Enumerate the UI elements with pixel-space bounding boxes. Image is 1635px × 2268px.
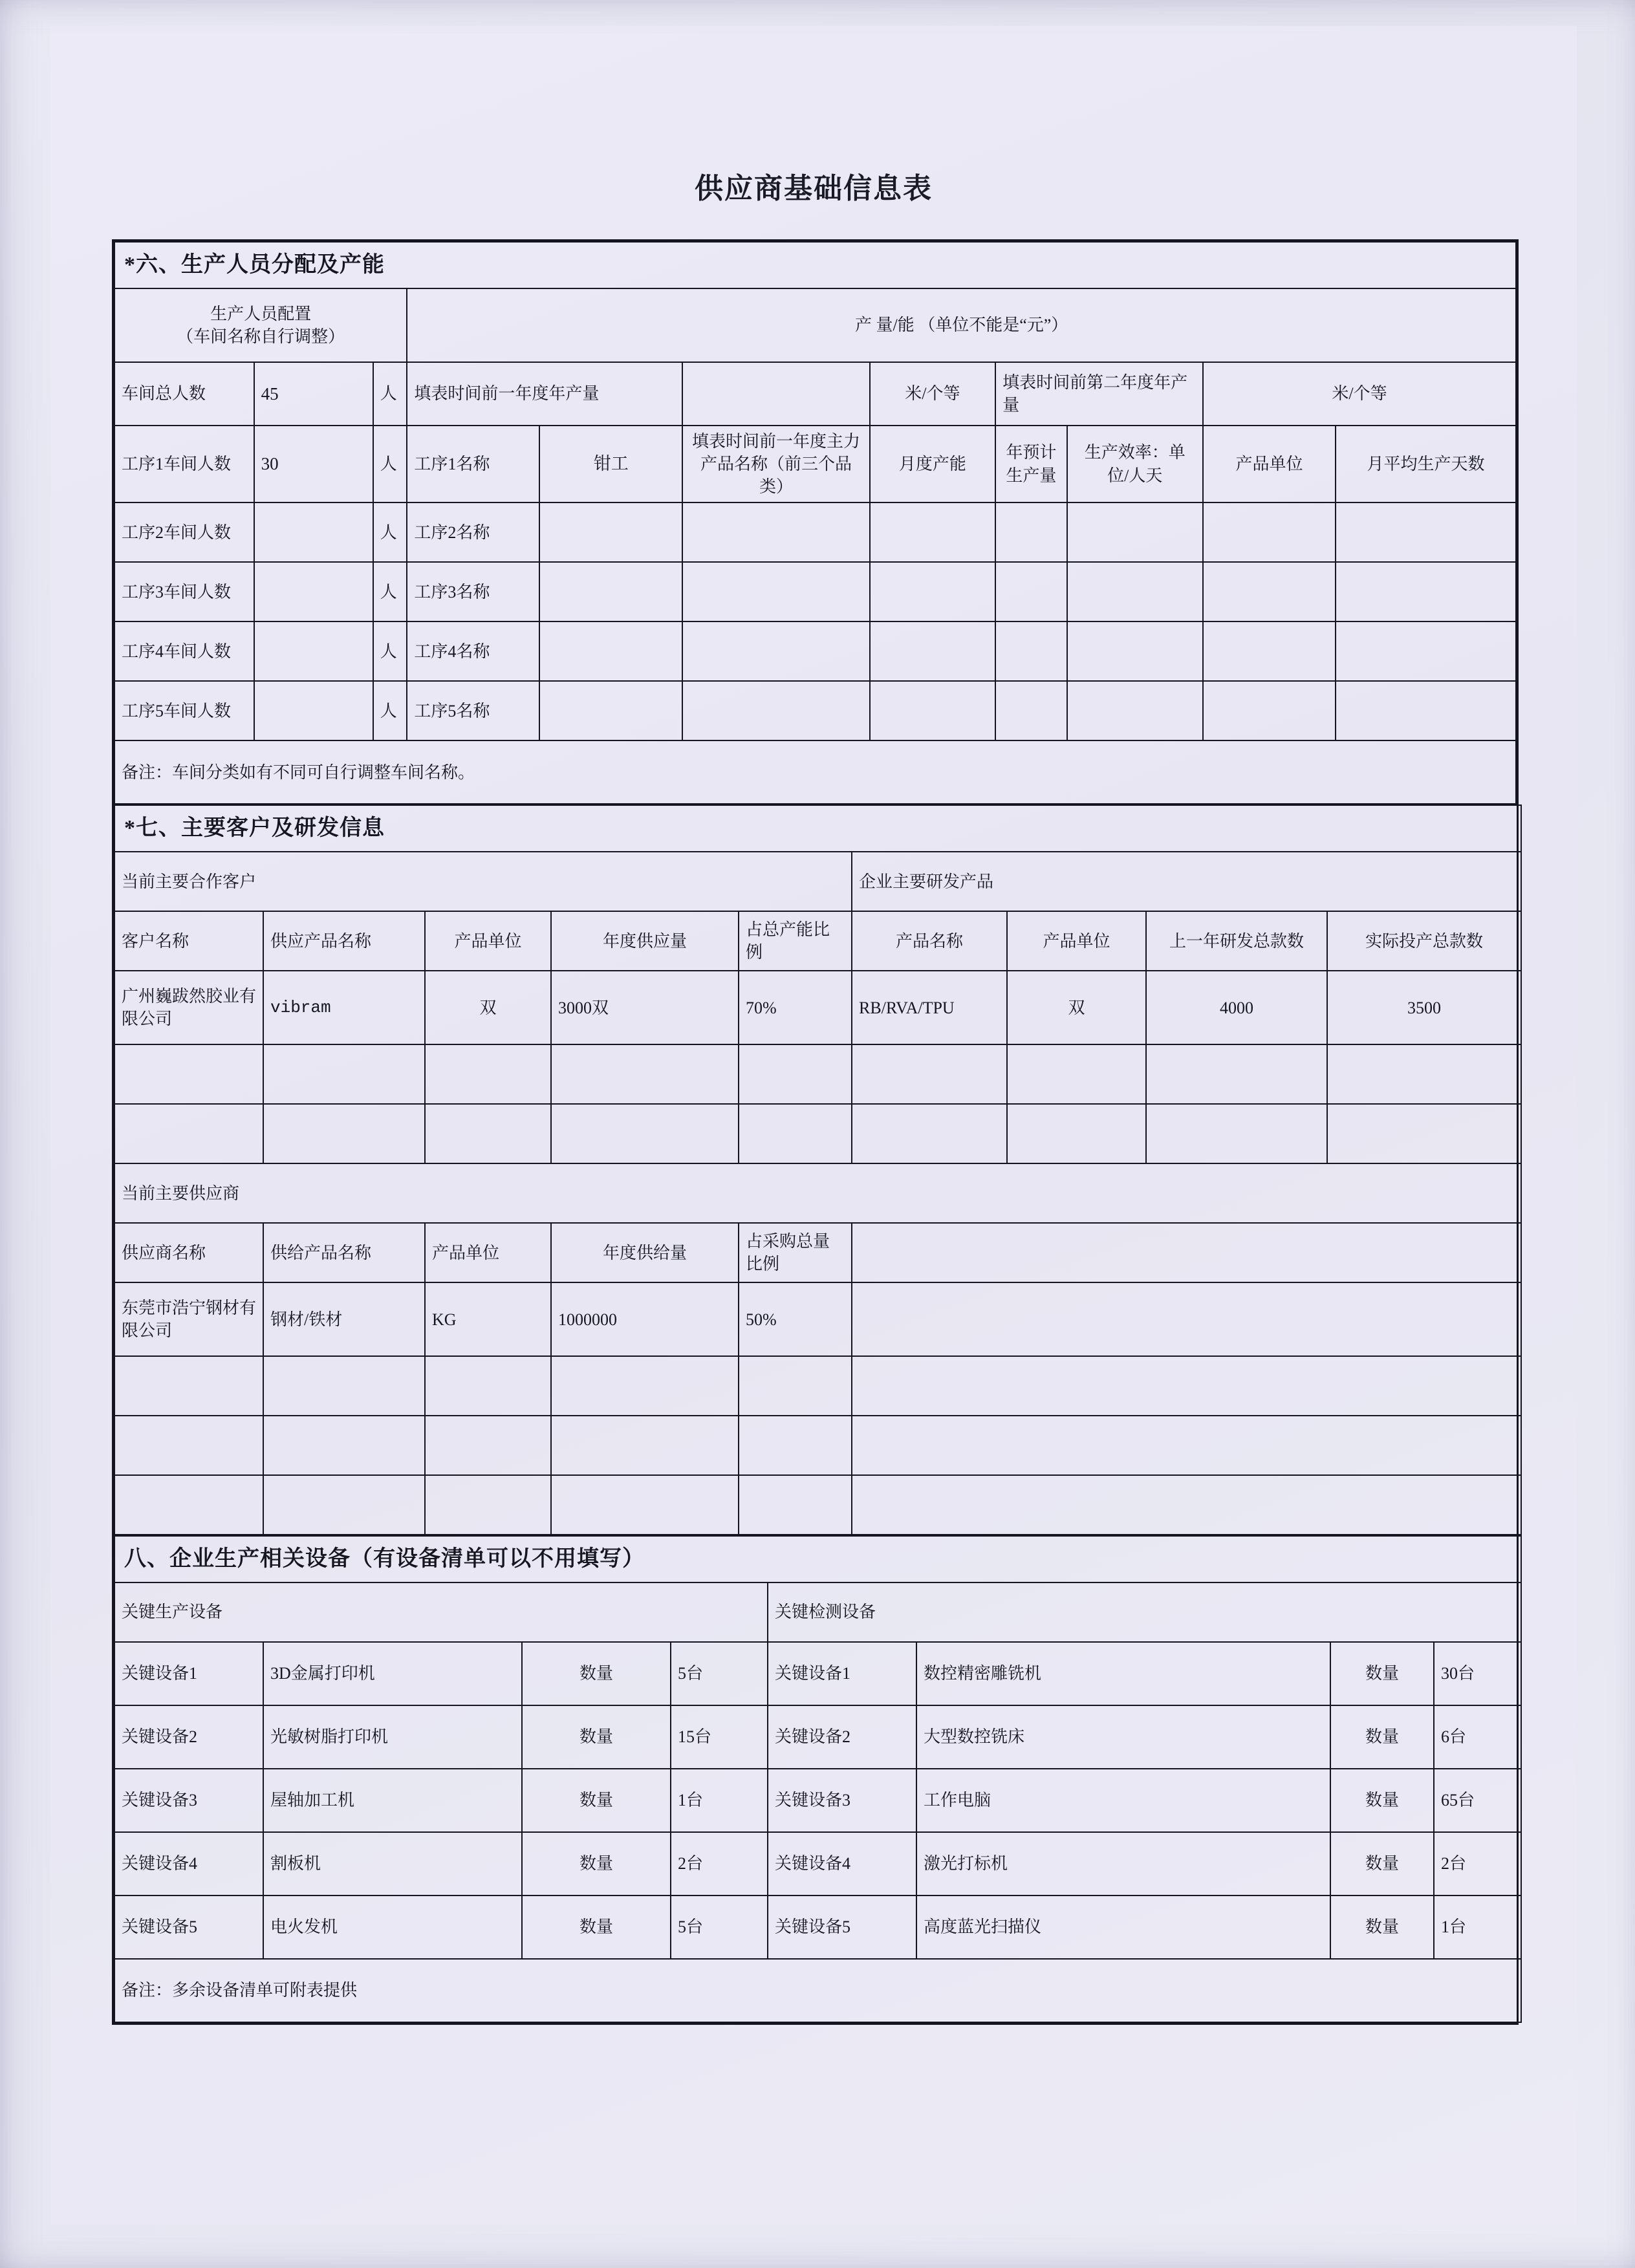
- process-5-product-unit[interactable]: [1203, 681, 1336, 740]
- inspection-quantity-label: 数量: [1330, 1895, 1434, 1959]
- suppliers-title: 当前主要供应商: [114, 1163, 1521, 1223]
- rd-actual-total[interactable]: [1327, 1104, 1521, 1163]
- process-5-name-label: 工序5名称: [407, 681, 539, 740]
- inspection-quantity-value[interactable]: 1台: [1434, 1895, 1521, 1959]
- supplier-row-blank: [852, 1282, 1521, 1356]
- process-4-main-product[interactable]: [682, 621, 869, 681]
- customer-ratio[interactable]: [739, 1044, 852, 1104]
- rd-unit[interactable]: 双: [1007, 971, 1146, 1044]
- supplier-name[interactable]: [114, 1475, 263, 1535]
- paper-sheet: [50, 26, 1577, 2225]
- process-5-people-unit: 人: [373, 681, 407, 740]
- form-frame: [112, 239, 1519, 2025]
- production-quantity-value[interactable]: 5台: [671, 1642, 768, 1705]
- rd-last-year-total[interactable]: [1146, 1044, 1327, 1104]
- product-unit-header: 产品单位: [1203, 426, 1336, 502]
- process-4-name-label: 工序4名称: [407, 621, 539, 681]
- supplier-ratio[interactable]: 50%: [739, 1282, 852, 1356]
- rd-unit[interactable]: [1007, 1044, 1146, 1104]
- process-3-main-product[interactable]: [682, 562, 869, 621]
- production-equipment-name[interactable]: 割板机: [263, 1832, 522, 1895]
- production-quantity-label: 数量: [522, 1895, 671, 1959]
- production-quantity-label: 数量: [522, 1705, 671, 1769]
- process-2-yearly-plan[interactable]: [995, 502, 1067, 562]
- section7-heading: *七、主要客户及研发信息: [114, 805, 1521, 852]
- process-2-people-value[interactable]: [254, 502, 373, 562]
- production-quantity-label: 数量: [522, 1642, 671, 1705]
- supplier-yearly-supply[interactable]: [551, 1416, 739, 1475]
- inspection-equipment-label: 关键设备5: [768, 1895, 916, 1959]
- customer-yearly-supply-header: 年度供应量: [551, 911, 739, 971]
- inspection-equipment-name[interactable]: 激光打标机: [916, 1832, 1330, 1895]
- process-5-monthly-capacity[interactable]: [870, 681, 996, 740]
- supplier-product[interactable]: 钢材/铁材: [263, 1282, 425, 1356]
- customer-product[interactable]: vibram: [263, 971, 425, 1044]
- inspection-equipment-label: 关键设备1: [768, 1642, 916, 1705]
- customer-name[interactable]: [114, 1104, 263, 1163]
- process-4-people-value[interactable]: [254, 621, 373, 681]
- production-equipment-label: 关键设备1: [114, 1642, 263, 1705]
- personnel-config-line2: （车间名称自行调整）: [177, 327, 345, 346]
- section7-header-row: [114, 911, 1521, 971]
- inspection-equipment-name[interactable]: 高度蓝光扫描仪: [916, 1895, 1330, 1959]
- supplier-row: [114, 1282, 1521, 1356]
- process-3-row: [114, 562, 1516, 621]
- customer-ratio[interactable]: 70%: [739, 971, 852, 1044]
- customers-title: 当前主要合作客户: [114, 852, 852, 911]
- process-4-avg-days[interactable]: [1336, 621, 1516, 681]
- process-4-monthly-capacity[interactable]: [870, 621, 996, 681]
- customer-yearly-supply[interactable]: [551, 1044, 739, 1104]
- total-people-row: [114, 362, 1516, 426]
- personnel-config-line1: 生产人员配置: [210, 304, 312, 323]
- section6-note: 备注：车间分类如有不同可自行调整车间名称。: [114, 740, 1516, 804]
- inspection-equipment-label: 关键设备4: [768, 1832, 916, 1895]
- prev-year-output-unit: 米/个等: [870, 362, 996, 426]
- process-1-name-label: 工序1名称: [407, 426, 539, 502]
- customer-name[interactable]: [114, 1044, 263, 1104]
- inspection-equipment-label: 关键设备2: [768, 1705, 916, 1769]
- supplier-product[interactable]: [263, 1475, 425, 1535]
- rd-last-year-total[interactable]: [1146, 1104, 1327, 1163]
- supplier-unit-header: 产品单位: [425, 1223, 551, 1282]
- production-equipment-name[interactable]: 3D金属打印机: [263, 1642, 522, 1705]
- supplier-row-blank: [852, 1416, 1521, 1475]
- process-1-people-label: 工序1车间人数: [114, 426, 254, 502]
- rd-product[interactable]: [852, 1104, 1007, 1163]
- production-quantity-label: 数量: [522, 1769, 671, 1832]
- production-quantity-value[interactable]: 1台: [671, 1769, 768, 1832]
- process-2-row: [114, 502, 1516, 562]
- inspection-quantity-label: 数量: [1330, 1832, 1434, 1895]
- production-equipment-name[interactable]: 屋轴加工机: [263, 1769, 522, 1832]
- inspection-equipment-name[interactable]: 大型数控铣床: [916, 1705, 1330, 1769]
- inspection-equipment-title: 关键检测设备: [768, 1582, 1521, 1642]
- supplier-yearly-supply[interactable]: 1000000: [551, 1282, 739, 1356]
- supplier-yearly-supply[interactable]: [551, 1475, 739, 1535]
- supplier-yearly-supply-header: 年度供给量: [551, 1223, 739, 1282]
- page-title: 供应商基础信息表: [695, 173, 933, 204]
- supplier-header-blank: [852, 1223, 1521, 1282]
- main-product-header: 填表时间前一年度主力产品名称（前三个品类）: [682, 426, 869, 502]
- process-2-people-label: 工序2车间人数: [114, 502, 254, 562]
- customer-unit[interactable]: 双: [425, 971, 551, 1044]
- process-3-monthly-capacity[interactable]: [870, 562, 996, 621]
- supplier-row: [114, 1475, 1521, 1535]
- section7-subtitle-row: [114, 852, 1521, 911]
- customer-product[interactable]: [263, 1104, 425, 1163]
- section7-table: [114, 805, 1522, 1535]
- section6-table: [114, 241, 1517, 805]
- customer-yearly-supply[interactable]: 3000双: [551, 971, 739, 1044]
- supplier-name[interactable]: [114, 1416, 263, 1475]
- process-5-efficiency[interactable]: [1067, 681, 1203, 740]
- production-quantity-value[interactable]: 2台: [671, 1832, 768, 1895]
- section8-subtitle-row: [114, 1582, 1521, 1642]
- process-1-row: [114, 426, 1516, 502]
- supplier-product[interactable]: [263, 1356, 425, 1416]
- second-year-output-label: 填表时间前第二年度年产量: [995, 362, 1203, 426]
- supplier-product-header: 供给产品名称: [263, 1223, 425, 1282]
- total-people-label: 车间总人数: [114, 362, 254, 426]
- production-quantity-label: 数量: [522, 1832, 671, 1895]
- supplier-ratio-header: 占采购总量比例: [739, 1223, 852, 1282]
- supplier-row: [114, 1356, 1521, 1416]
- process-2-efficiency[interactable]: [1067, 502, 1203, 562]
- supplier-unit[interactable]: [425, 1356, 551, 1416]
- rd-unit[interactable]: [1007, 1104, 1146, 1163]
- suppliers-title-row: [114, 1163, 1521, 1223]
- process-3-people-value[interactable]: [254, 562, 373, 621]
- rd-actual-total[interactable]: 3500: [1327, 971, 1521, 1044]
- process-4-row: [114, 621, 1516, 681]
- customer-ratio[interactable]: [739, 1104, 852, 1163]
- inspection-equipment-name[interactable]: 工作电脑: [916, 1769, 1330, 1832]
- supplier-header-row: [114, 1223, 1521, 1282]
- inspection-quantity-value[interactable]: 65台: [1434, 1769, 1521, 1832]
- supplier-name-header: 供应商名称: [114, 1223, 263, 1282]
- supplier-row-blank: [852, 1475, 1521, 1535]
- prev-year-output-label: 填表时间前一年度年产量: [407, 362, 682, 426]
- section8-heading-row: [114, 1536, 1521, 1582]
- rd-product-header: 产品名称: [852, 911, 1007, 971]
- customer-name[interactable]: 广州巍跋然胶业有限公司: [114, 971, 263, 1044]
- inspection-quantity-label: 数量: [1330, 1642, 1434, 1705]
- inspection-equipment-name[interactable]: 数控精密雕铣机: [916, 1642, 1330, 1705]
- process-4-people-unit: 人: [373, 621, 407, 681]
- customer-unit[interactable]: [425, 1044, 551, 1104]
- supplier-name[interactable]: 东莞市浩宁钢材有限公司: [114, 1282, 263, 1356]
- production-equipment-title: 关键生产设备: [114, 1582, 768, 1642]
- process-1-people-value[interactable]: 30: [254, 426, 373, 502]
- yearly-plan-header: 年预计生产量: [995, 426, 1067, 502]
- process-3-people-unit: 人: [373, 562, 407, 621]
- personnel-config-header: [114, 288, 407, 362]
- process-4-name-value[interactable]: [539, 621, 682, 681]
- supplier-unit[interactable]: KG: [425, 1282, 551, 1356]
- supplier-row-blank: [852, 1356, 1521, 1416]
- process-3-name-label: 工序3名称: [407, 562, 539, 621]
- process-3-avg-days[interactable]: [1336, 562, 1516, 621]
- inspection-quantity-value[interactable]: 30台: [1434, 1642, 1521, 1705]
- efficiency-header: 生产效率：单位/人天: [1067, 426, 1203, 502]
- process-2-main-product[interactable]: [682, 502, 869, 562]
- process-4-product-unit[interactable]: [1203, 621, 1336, 681]
- inspection-quantity-value[interactable]: 2台: [1434, 1832, 1521, 1895]
- process-5-people-label: 工序5车间人数: [114, 681, 254, 740]
- second-year-output-unit: 米/个等: [1203, 362, 1516, 426]
- process-3-people-label: 工序3车间人数: [114, 562, 254, 621]
- rd-unit-header: 产品单位: [1007, 911, 1146, 971]
- rd-last-year-total[interactable]: 4000: [1146, 971, 1327, 1044]
- process-1-people-unit: 人: [373, 426, 407, 502]
- avg-days-header: 月平均生产天数: [1336, 426, 1516, 502]
- section8-table: [114, 1535, 1522, 2023]
- production-equipment-name[interactable]: 电火发机: [263, 1895, 522, 1959]
- process-1-name-value[interactable]: 钳工: [539, 426, 682, 502]
- supplier-ratio[interactable]: [739, 1356, 852, 1416]
- rd-product[interactable]: RB/RVA/TPU: [852, 971, 1007, 1044]
- section6-heading-row: [114, 242, 1516, 288]
- process-3-product-unit[interactable]: [1203, 562, 1336, 621]
- production-quantity-value[interactable]: 15台: [671, 1705, 768, 1769]
- production-equipment-label: 关键设备5: [114, 1895, 263, 1959]
- customer-unit[interactable]: [425, 1104, 551, 1163]
- production-equipment-label: 关键设备2: [114, 1705, 263, 1769]
- process-5-yearly-plan[interactable]: [995, 681, 1067, 740]
- customer-name-header: 客户名称: [114, 911, 263, 971]
- process-4-people-label: 工序4车间人数: [114, 621, 254, 681]
- supplier-unit[interactable]: [425, 1475, 551, 1535]
- supplier-name[interactable]: [114, 1356, 263, 1416]
- inspection-quantity-value[interactable]: 6台: [1434, 1705, 1521, 1769]
- process-2-product-unit[interactable]: [1203, 502, 1336, 562]
- process-4-yearly-plan[interactable]: [995, 621, 1067, 681]
- section6-heading: *六、生产人员分配及产能: [114, 242, 1516, 288]
- equipment-row: [114, 1769, 1521, 1832]
- section6-note-row: [114, 740, 1516, 804]
- process-5-row: [114, 681, 1516, 740]
- production-equipment-name[interactable]: 光敏树脂打印机: [263, 1705, 522, 1769]
- section7-heading-row: [114, 805, 1521, 852]
- total-people-value[interactable]: 45: [254, 362, 373, 426]
- prev-year-output-value[interactable]: [682, 362, 869, 426]
- process-2-people-unit: 人: [373, 502, 407, 562]
- inspection-quantity-label: 数量: [1330, 1705, 1434, 1769]
- supplier-ratio[interactable]: [739, 1475, 852, 1535]
- inspection-quantity-label: 数量: [1330, 1769, 1434, 1832]
- process-2-name-label: 工序2名称: [407, 502, 539, 562]
- equipment-row: [114, 1705, 1521, 1769]
- customer-row: [114, 1104, 1521, 1163]
- supplier-row: [114, 1416, 1521, 1475]
- process-5-avg-days[interactable]: [1336, 681, 1516, 740]
- process-3-efficiency[interactable]: [1067, 562, 1203, 621]
- customer-yearly-supply[interactable]: [551, 1104, 739, 1163]
- supplier-unit[interactable]: [425, 1416, 551, 1475]
- rd-actual-total[interactable]: [1327, 1044, 1521, 1104]
- production-equipment-label: 关键设备3: [114, 1769, 263, 1832]
- process-2-monthly-capacity[interactable]: [870, 502, 996, 562]
- section8-heading: 八、企业生产相关设备（有设备清单可以不用填写）: [114, 1536, 1521, 1582]
- customer-ratio-header: 占总产能比例: [739, 911, 852, 971]
- process-3-name-value[interactable]: [539, 562, 682, 621]
- section8-note: 备注：多余设备清单可附表提供: [114, 1959, 1521, 2022]
- customer-unit-header: 产品单位: [425, 911, 551, 971]
- equipment-row: [114, 1642, 1521, 1705]
- rd-product[interactable]: [852, 1044, 1007, 1104]
- monthly-capacity-header: 月度产能: [870, 426, 996, 502]
- production-quantity-value[interactable]: 5台: [671, 1895, 768, 1959]
- process-3-yearly-plan[interactable]: [995, 562, 1067, 621]
- process-2-avg-days[interactable]: [1336, 502, 1516, 562]
- section8-note-row: [114, 1959, 1521, 2022]
- process-5-people-value[interactable]: [254, 681, 373, 740]
- equipment-row: [114, 1895, 1521, 1959]
- supplier-yearly-supply[interactable]: [551, 1356, 739, 1416]
- total-people-unit: 人: [373, 362, 407, 426]
- customer-row: [114, 1044, 1521, 1104]
- supplier-ratio[interactable]: [739, 1416, 852, 1475]
- section6-column-title-row: [114, 288, 1516, 362]
- rd-last-year-total-header: 上一年研发总款数: [1146, 911, 1327, 971]
- customer-product[interactable]: [263, 1044, 425, 1104]
- capacity-header: 产 量/能 （单位不能是“元”）: [407, 288, 1516, 362]
- process-4-efficiency[interactable]: [1067, 621, 1203, 681]
- process-5-main-product[interactable]: [682, 681, 869, 740]
- equipment-row: [114, 1832, 1521, 1895]
- rd-title: 企业主要研发产品: [852, 852, 1521, 911]
- customer-product-header: 供应产品名称: [263, 911, 425, 971]
- process-5-name-value[interactable]: [539, 681, 682, 740]
- customer-row: [114, 971, 1521, 1044]
- process-2-name-value[interactable]: [539, 502, 682, 562]
- rd-actual-total-header: 实际投产总款数: [1327, 911, 1521, 971]
- supplier-product[interactable]: [263, 1416, 425, 1475]
- production-equipment-label: 关键设备4: [114, 1832, 263, 1895]
- inspection-equipment-label: 关键设备3: [768, 1769, 916, 1832]
